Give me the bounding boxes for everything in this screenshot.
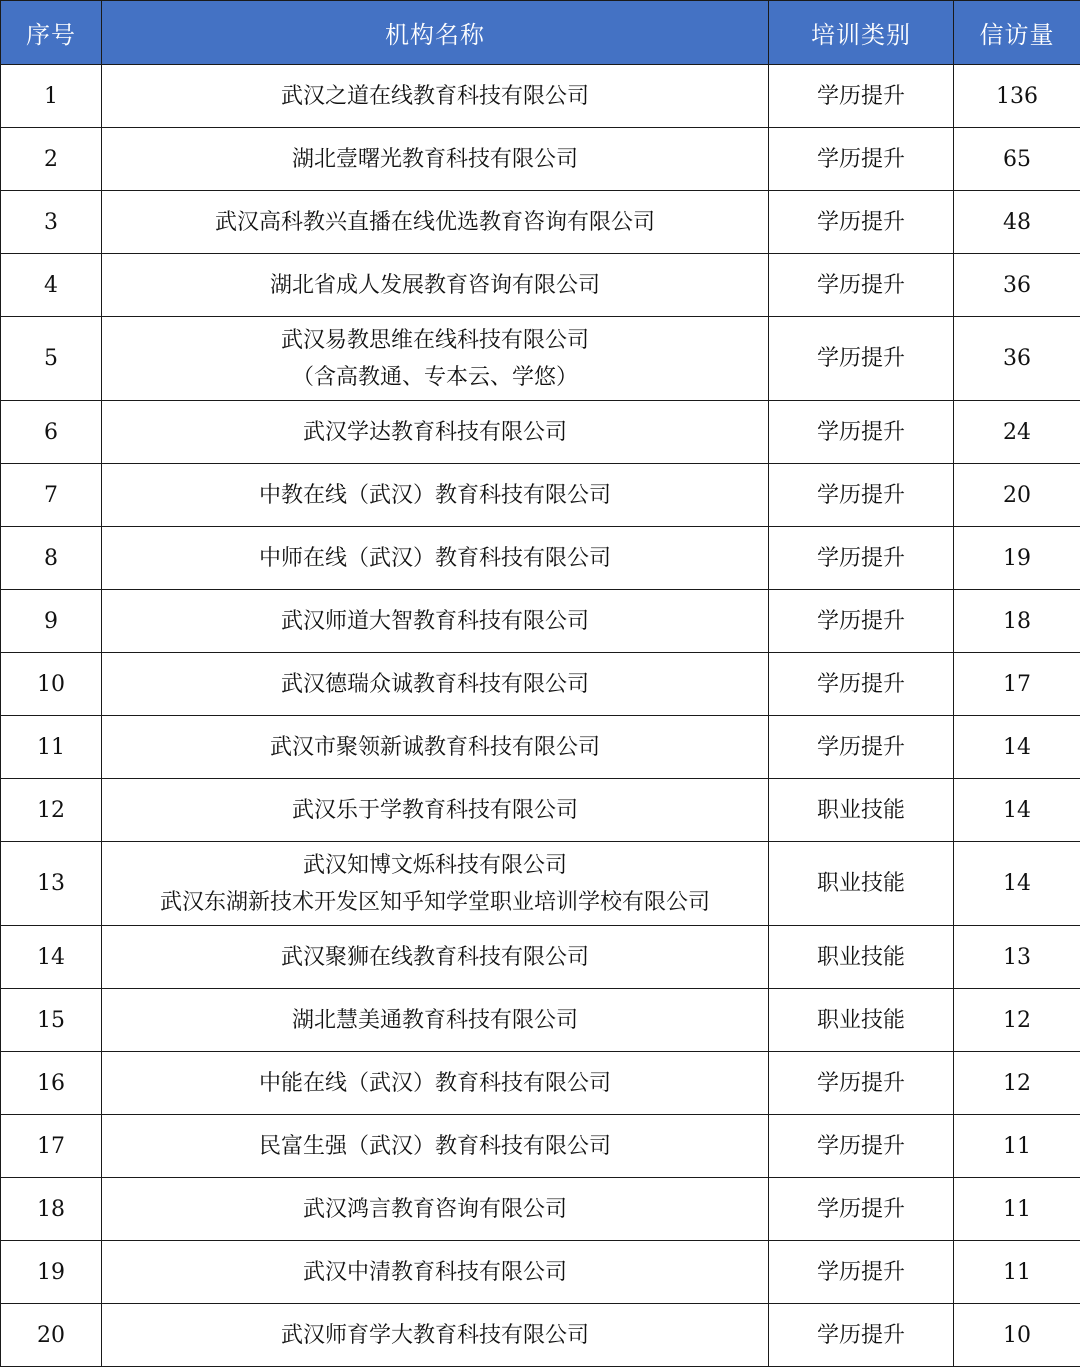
row-category: 职业技能	[769, 926, 954, 989]
row-index: 1	[1, 65, 102, 128]
row-category: 学历提升	[769, 401, 954, 464]
org-name-line: 武汉易教思维在线科技有限公司	[280, 327, 589, 353]
row-index: 4	[1, 254, 102, 317]
row-category: 学历提升	[769, 1241, 954, 1304]
row-index: 19	[1, 1241, 102, 1304]
row-category: 学历提升	[769, 1304, 954, 1367]
header-count: 信访量	[954, 1, 1080, 65]
row-index: 10	[1, 653, 102, 716]
table-row	[1, 716, 1080, 779]
org-name-line: 武汉聚狮在线教育科技有限公司	[280, 944, 589, 970]
row-count: 48	[954, 191, 1080, 254]
row-category: 学历提升	[769, 191, 954, 254]
table-row	[1, 65, 1080, 128]
org-name-line: 武汉知博文烁科技有限公司	[302, 852, 567, 878]
row-org-name	[102, 191, 769, 254]
row-count: 12	[954, 989, 1080, 1052]
org-name-line: 湖北壹曙光教育科技有限公司	[291, 146, 578, 172]
org-name-line: 武汉师育学大教育科技有限公司	[280, 1322, 589, 1348]
org-name-line: （含高教通、专本云、学悠）	[291, 364, 578, 390]
row-index: 16	[1, 1052, 102, 1115]
table-body	[1, 65, 1080, 1367]
table-row	[1, 254, 1080, 317]
row-index: 13	[1, 842, 102, 926]
table-row	[1, 1241, 1080, 1304]
row-category: 学历提升	[769, 1115, 954, 1178]
org-name-line: 湖北慧美通教育科技有限公司	[291, 1007, 578, 1033]
org-name-line: 武汉乐于学教育科技有限公司	[291, 797, 578, 823]
org-name-line: 武汉鸿言教育咨询有限公司	[302, 1196, 567, 1222]
table-row	[1, 842, 1080, 926]
row-index: 9	[1, 590, 102, 653]
row-category: 学历提升	[769, 653, 954, 716]
row-count: 18	[954, 590, 1080, 653]
row-org-name	[102, 401, 769, 464]
org-name-line: 湖北省成人发展教育咨询有限公司	[269, 272, 600, 298]
org-name-line: 武汉高科教兴直播在线优选教育咨询有限公司	[214, 209, 655, 235]
row-org-name	[102, 779, 769, 842]
table-row	[1, 926, 1080, 989]
row-org-name	[102, 527, 769, 590]
org-name-line: 中师在线（武汉）教育科技有限公司	[258, 545, 611, 571]
row-index: 3	[1, 191, 102, 254]
row-org-name	[102, 1304, 769, 1367]
row-count: 36	[954, 254, 1080, 317]
row-org-name	[102, 716, 769, 779]
row-index: 2	[1, 128, 102, 191]
row-count: 14	[954, 779, 1080, 842]
row-count: 36	[954, 317, 1080, 401]
row-category: 学历提升	[769, 317, 954, 401]
row-category: 学历提升	[769, 1178, 954, 1241]
org-name-line: 武汉市聚领新诚教育科技有限公司	[269, 734, 600, 760]
org-name-line: 武汉学达教育科技有限公司	[302, 419, 567, 445]
org-name-line: 武汉中清教育科技有限公司	[302, 1259, 567, 1285]
row-category: 职业技能	[769, 989, 954, 1052]
table-row	[1, 317, 1080, 401]
row-category: 学历提升	[769, 464, 954, 527]
table-row	[1, 191, 1080, 254]
row-index: 5	[1, 317, 102, 401]
row-org-name	[102, 128, 769, 191]
row-count: 10	[954, 1304, 1080, 1367]
row-count: 24	[954, 401, 1080, 464]
row-index: 17	[1, 1115, 102, 1178]
row-index: 18	[1, 1178, 102, 1241]
org-name-line: 武汉之道在线教育科技有限公司	[280, 83, 589, 109]
table-row	[1, 1304, 1080, 1367]
org-name-line: 武汉东湖新技术开发区知乎知学堂职业培训学校有限公司	[159, 889, 710, 915]
row-index: 11	[1, 716, 102, 779]
row-index: 8	[1, 527, 102, 590]
table-row	[1, 464, 1080, 527]
row-org-name	[102, 65, 769, 128]
row-count: 14	[954, 716, 1080, 779]
table-row	[1, 401, 1080, 464]
table-row	[1, 1115, 1080, 1178]
row-index: 6	[1, 401, 102, 464]
table-row	[1, 1178, 1080, 1241]
row-org-name	[102, 254, 769, 317]
row-category: 学历提升	[769, 128, 954, 191]
table-row	[1, 779, 1080, 842]
row-count: 136	[954, 65, 1080, 128]
header-category: 培训类别	[769, 1, 954, 65]
table-row	[1, 989, 1080, 1052]
row-count: 12	[954, 1052, 1080, 1115]
row-category: 学历提升	[769, 65, 954, 128]
row-org-name	[102, 989, 769, 1052]
row-org-name	[102, 464, 769, 527]
row-index: 12	[1, 779, 102, 842]
table-row	[1, 128, 1080, 191]
row-count: 11	[954, 1178, 1080, 1241]
row-org-name	[102, 1052, 769, 1115]
row-category: 学历提升	[769, 590, 954, 653]
row-org-name	[102, 1241, 769, 1304]
header-row	[1, 1, 1080, 65]
row-count: 11	[954, 1115, 1080, 1178]
row-index: 20	[1, 1304, 102, 1367]
row-org-name	[102, 653, 769, 716]
row-category: 学历提升	[769, 527, 954, 590]
row-category: 学历提升	[769, 254, 954, 317]
table-row	[1, 1052, 1080, 1115]
row-org-name	[102, 926, 769, 989]
row-count: 19	[954, 527, 1080, 590]
row-count: 11	[954, 1241, 1080, 1304]
table-row	[1, 527, 1080, 590]
row-category: 学历提升	[769, 716, 954, 779]
row-index: 7	[1, 464, 102, 527]
row-org-name	[102, 1178, 769, 1241]
row-count: 14	[954, 842, 1080, 926]
row-count: 13	[954, 926, 1080, 989]
org-name-line: 民富生强（武汉）教育科技有限公司	[258, 1133, 611, 1159]
row-org-name	[102, 1115, 769, 1178]
org-name-line: 中能在线（武汉）教育科技有限公司	[258, 1070, 611, 1096]
org-name-line: 中教在线（武汉）教育科技有限公司	[258, 482, 611, 508]
table-row	[1, 653, 1080, 716]
row-org-name	[102, 590, 769, 653]
row-category: 职业技能	[769, 779, 954, 842]
table-row	[1, 590, 1080, 653]
row-category: 学历提升	[769, 1052, 954, 1115]
row-index: 14	[1, 926, 102, 989]
org-name-line: 武汉德瑞众诚教育科技有限公司	[280, 671, 589, 697]
row-count: 17	[954, 653, 1080, 716]
row-category: 职业技能	[769, 842, 954, 926]
org-name-line: 武汉师道大智教育科技有限公司	[280, 608, 589, 634]
row-index: 15	[1, 989, 102, 1052]
row-org-name	[102, 317, 769, 401]
header-index: 序号	[1, 1, 102, 65]
row-org-name	[102, 842, 769, 926]
row-count: 65	[954, 128, 1080, 191]
header-org-name: 机构名称	[102, 1, 769, 65]
row-count: 20	[954, 464, 1080, 527]
